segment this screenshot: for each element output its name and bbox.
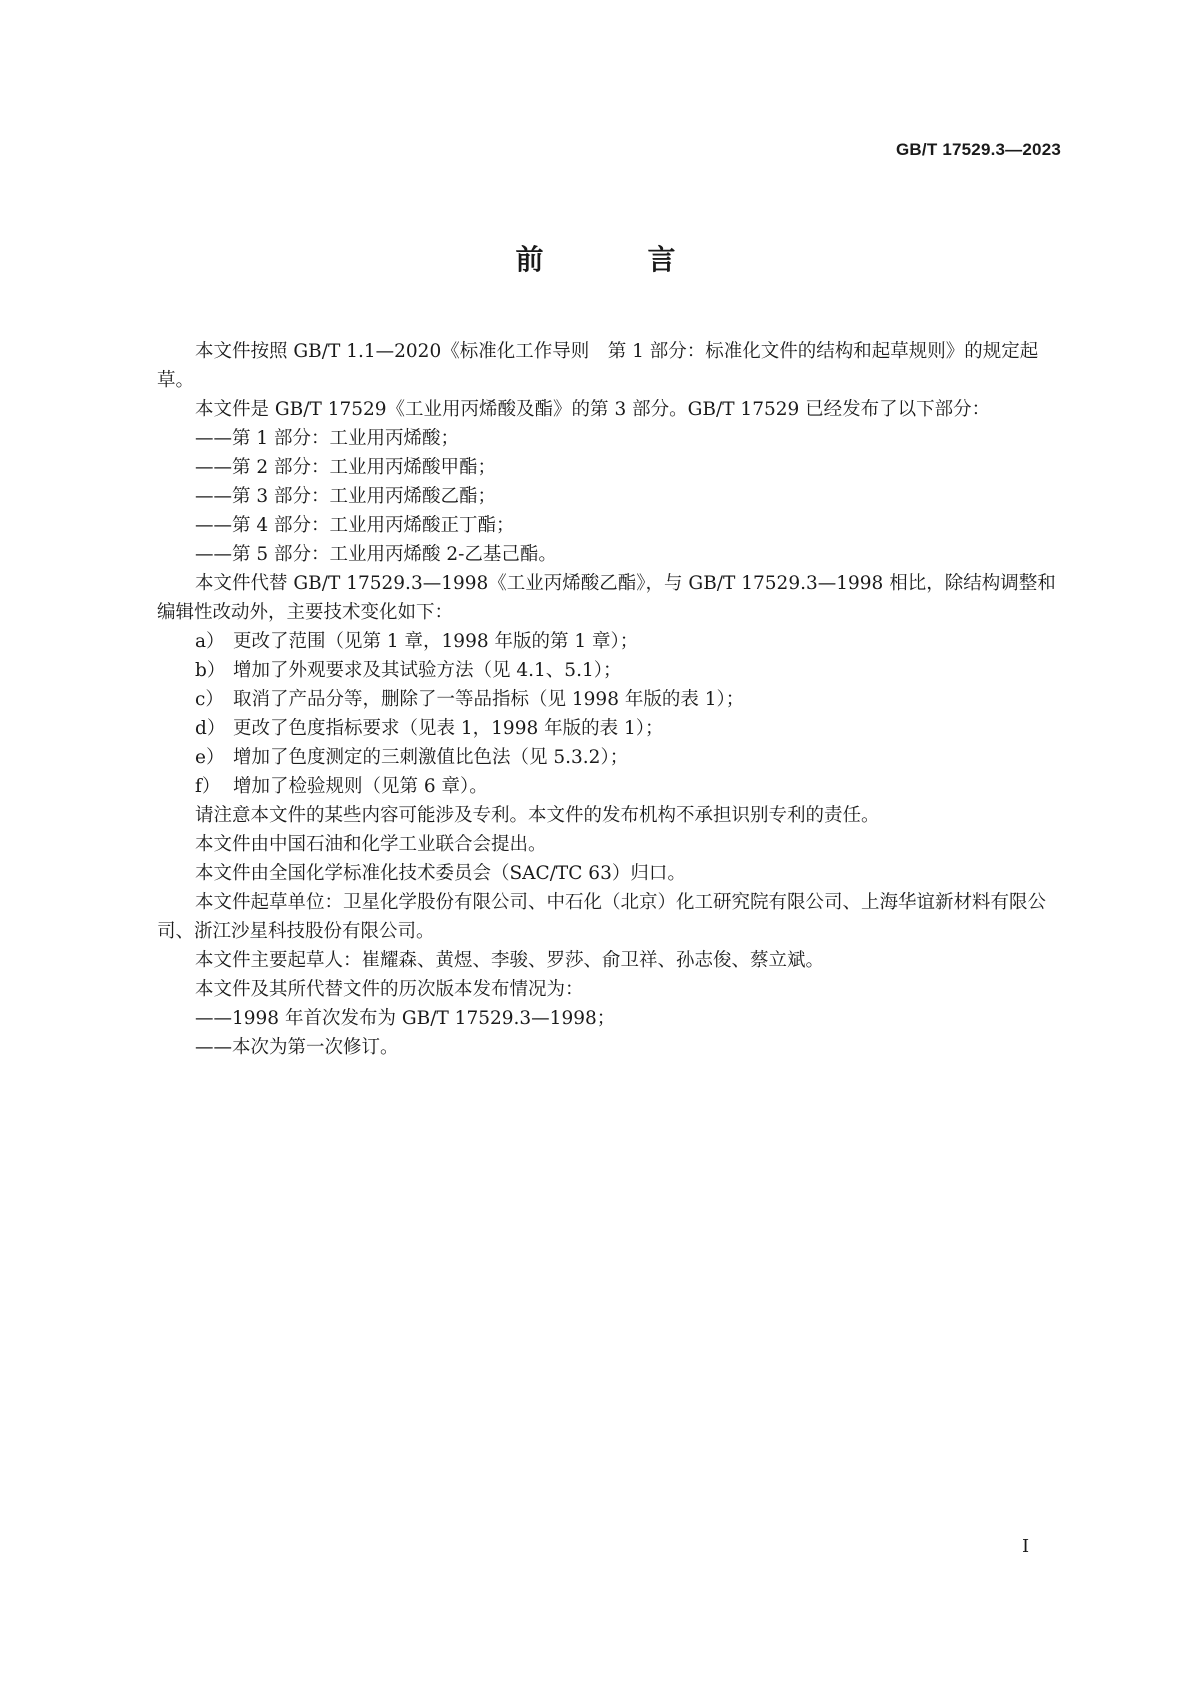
- change-list-item: [157, 714, 1065, 743]
- history-list-item: ——本次为第一次修订。: [195, 1037, 399, 1058]
- change-label: f）: [195, 776, 221, 797]
- history-list-item: ——1998 年首次发布为 GB/T 17529.3—1998；: [195, 1008, 616, 1029]
- drafters-paragraph: 本文件主要起草人：崔耀森、黄煜、李骏、罗莎、俞卫祥、孙志俊、蔡立斌。: [195, 950, 825, 971]
- change-label: e）: [195, 747, 225, 768]
- change-label: c）: [195, 689, 224, 710]
- change-label: d）: [195, 718, 226, 739]
- patent-notice-paragraph: 请注意本文件的某些内容可能涉及专利。本文件的发布机构不承担识别专利的责任。: [195, 805, 880, 826]
- change-text: 更改了范围（见第 1 章，1998 年版的第 1 章）；: [233, 631, 639, 652]
- part-list-item: ——第 3 部分：工业用丙烯酸乙酯；: [195, 486, 497, 507]
- change-list-item: [157, 627, 1065, 656]
- change-text: 增加了外观要求及其试验方法（见 4.1、5.1）；: [233, 660, 622, 681]
- part-list-item: ——第 1 部分：工业用丙烯酸；: [195, 428, 460, 449]
- page-title: 前 言: [515, 243, 714, 276]
- change-label: b）: [195, 660, 226, 681]
- preface-body: [157, 337, 1065, 1062]
- change-list-item: [157, 685, 1065, 714]
- standard-code: GB/T 17529.3—2023: [896, 140, 1061, 159]
- part-list-item: ——第 5 部分：工业用丙烯酸 2-乙基己酯。: [195, 544, 557, 565]
- change-label: a）: [195, 631, 225, 652]
- replacement-paragraph: 本文件代替 GB/T 17529.3—1998《工业丙烯酸乙酯》，与 GB/T 17529.3—1998 相比，除结构调整和编辑性改动外，主要技术变化如下：: [157, 573, 1056, 623]
- change-list-item: [157, 743, 1065, 772]
- change-text: 增加了检验规则（见第 6 章）。: [233, 776, 488, 797]
- change-list-item: [157, 772, 1065, 801]
- change-text: 取消了产品分等，删除了一等品指标（见 1998 年版的表 1）；: [233, 689, 745, 710]
- part-list-item: ——第 4 部分：工业用丙烯酸正丁酯；: [195, 515, 515, 536]
- page-number: I: [1022, 1536, 1030, 1557]
- series-paragraph: 本文件是 GB/T 17529《工业用丙烯酸及酯》的第 3 部分。GB/T 17529 已经发布了以下部分：: [195, 399, 991, 420]
- proposer-paragraph: 本文件由中国石油和化学工业联合会提出。: [195, 834, 547, 855]
- history-intro-paragraph: 本文件及其所代替文件的历次版本发布情况为：: [195, 979, 584, 1000]
- part-list-item: ——第 2 部分：工业用丙烯酸甲酯；: [195, 457, 497, 478]
- drafting-rules-paragraph: 本文件按照 GB/T 1.1—2020《标准化工作导则 第 1 部分：标准化文件的结构和起草规则》的规定起草。: [157, 341, 1039, 391]
- committee-paragraph: 本文件由全国化学标准化技术委员会（SAC/TC 63）归口。: [195, 863, 686, 884]
- change-text: 增加了色度测定的三刺激值比色法（见 5.3.2）；: [233, 747, 629, 768]
- change-text: 更改了色度指标要求（见表 1，1998 年版的表 1）；: [233, 718, 664, 739]
- change-list-item: [157, 656, 1065, 685]
- drafting-units-paragraph: 本文件起草单位：卫星化学股份有限公司、中石化（北京）化工研究院有限公司、上海华谊新材料有限公司、浙江沙星科技股份有限公司。: [157, 892, 1047, 942]
